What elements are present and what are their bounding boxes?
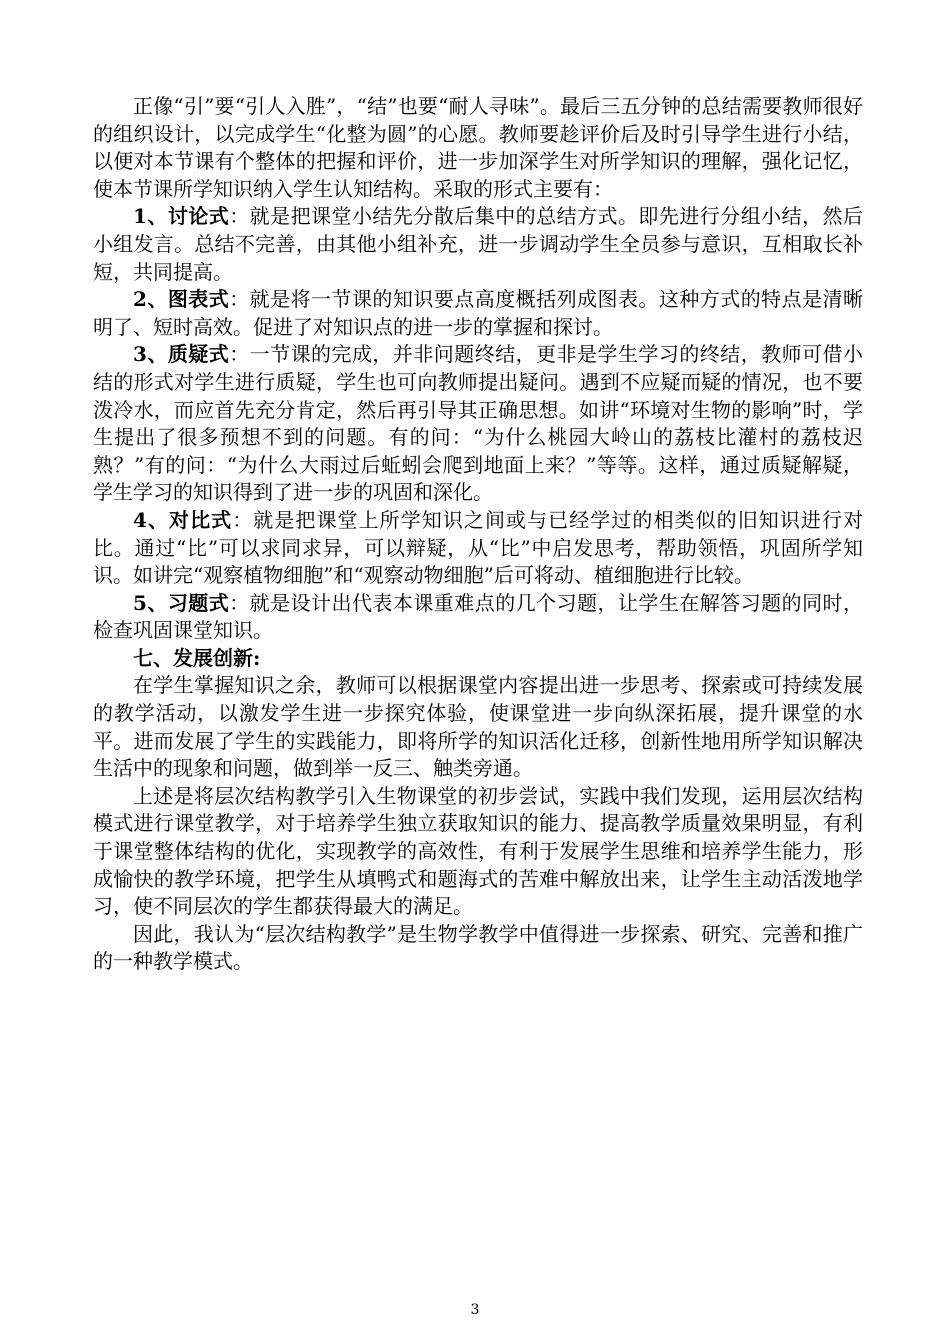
list-item-text: ：就是设计出代表本课重难点的几个习题，让学生在解答习题的同时，检查巩固课堂知识。 xyxy=(93,590,863,643)
conclusion-paragraph: 上述是将层次结构教学引入生物课堂的初步尝试，实践中我们发现，运用层次结构模式进行课堂教学，对于培养学生独立获取知识的能力、提高教学质量效果明显，有利于课堂整体结构的优化，实现教学的高效性，有利于发展学生思维和培养学生能力，形成愉快的教学环境，把学生从填鸭式和题海式的苦难中解放出来，让学生主动活泼地学习，使不同层次的学生都获得最大的满足。 xyxy=(93,783,863,919)
list-item-label: 5、习题式 xyxy=(133,590,230,615)
list-item-chart xyxy=(93,286,863,341)
list-item-text: ：就是把课堂小结先分散后集中的总结方式。即先进行分组小结，然后小组发言。总结不完善，由其他小组补充，进一步调动学生全员参与意识，互相取长补短，共同提高。 xyxy=(93,204,863,284)
list-item-label: 3、质疑式 xyxy=(133,342,230,367)
list-item-text: ：就是把课堂上所学知识之间或与已经学过的相类似的旧知识进行对比。通过“比”可以求同求异，可以辩疑，从“比”中启发思考，帮助领悟，巩固所学知识。如讲完“观察植物细胞”和“观察动物细胞”后可将动、植细胞进行比较。 xyxy=(93,507,864,588)
list-item-text: ：一节课的完成，并非问题终结，更非是学生学习的终结，教师可借小结的形式对学生进行质疑，学生也可向教师提出疑问。遇到不应疑而疑的情况，也不要泼冷水，而应首先充分肯定，然后再引导其正确思想。如讲“环境对生物的影响”时，学生提出了很多预想不到的问题。有的问：“为什么桃园大岭山的荔枝比灌村的荔枝迟熟？”有的问：“为什么大雨过后蚯蚓会爬到地面上来？”等等。这样，通过质疑解疑，学生学习的知识得到了进一步的巩固和深化。 xyxy=(93,342,863,505)
list-item-exercise xyxy=(93,590,863,645)
section-paragraph: 在学生掌握知识之余，教师可以根据课堂内容提出进一步思考、探索或可持续发展的教学活动，以激发学生进一步探究体验，使课堂进一步向纵深拓展，提升课堂的水平。进而发展了学生的实践能力，即将所学的知识活化迁移，创新性地用所学知识解决生活中的现象和问题，做到举一反三、触类旁通。 xyxy=(93,673,863,781)
page-number: 3 xyxy=(470,1302,480,1318)
section-heading: 七、发展创新: xyxy=(133,645,261,670)
list-item-label: 4、对比式 xyxy=(133,507,233,532)
list-item-questioning xyxy=(93,341,863,507)
intro-paragraph: 正像“引”要“引人入胜”，“结”也要“耐人寻味”。最后三五分钟的总结需要教师很好的组织设计，以完成学生“化整为圆”的心愿。教师要趁评价后及时引导学生进行小结，以便对本节课有个整体的把握和评价，进一步加深学生对所学知识的理解，强化记忆，使本节课所学知识纳入学生认知结构。采取的形式主要有： xyxy=(93,94,863,201)
list-item-label: 2、图表式 xyxy=(133,287,230,312)
list-item-discussion xyxy=(93,203,863,286)
closing-paragraph: 因此，我认为“层次结构教学”是生物学教学中值得进一步探索、研究、完善和推广的一种教学模式。 xyxy=(93,921,863,974)
list-item-text: ：就是将一节课的知识要点高度概括列成图表。这种方式的特点是清晰明了、短时高效。促进了对知识点的进一步的掌握和探讨。 xyxy=(93,287,863,339)
list-item-label: 1、讨论式 xyxy=(133,204,230,229)
document-body xyxy=(93,93,863,976)
list-item-comparison xyxy=(93,507,863,590)
